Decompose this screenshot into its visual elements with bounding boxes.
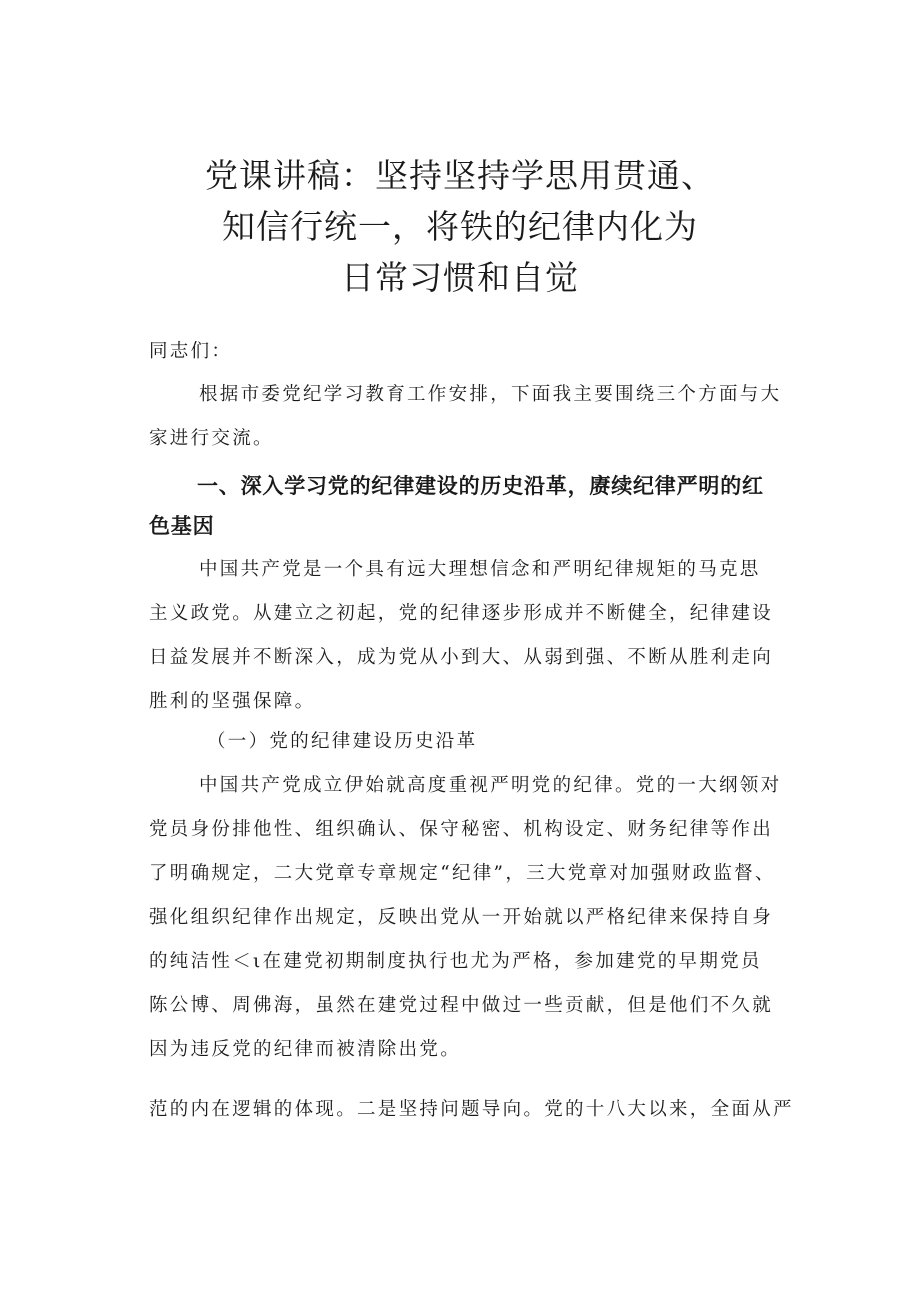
section-1-heading (149, 466, 819, 546)
subsection-1-para-line-4: 强化组织纪律作出规定，反映出党从一开始就以严格纪律来保持自身 (149, 907, 774, 928)
subsection-1-para-line-3: 了明确规定，二大党章专章规定“纪律”，三大党章对加强财政监督、 (149, 863, 776, 884)
section-1-para-line-3: 日益发展并不断深入，成为党从小到大、从弱到强、不断从胜利走向 (149, 647, 774, 668)
document-title (120, 150, 800, 303)
intro-line-1: 根据市委党纪学习教育工作安排，下面我主要围绕三个方面与大 (199, 384, 782, 405)
subsection-1-para-line-2: 党员身份排他性、组织确认、保守秘密、机构设定、财务纪律等作出 (149, 819, 774, 840)
subsection-1-para-line-6: 陈公博、周佛海，虽然在建党过程中做过一些贡献，但是他们不久就 (149, 995, 774, 1016)
section-1-paragraph (149, 548, 809, 724)
subsection-1-heading (149, 720, 809, 764)
section-1-para-line-4: 胜利的坚强保障。 (149, 691, 316, 712)
subsection-1-heading-text: （一）党的纪律建设历史沿革 (207, 731, 478, 752)
subsection-1-para-line-5: 的纯洁性＜ι在建党初期制度执行也尤为严格，参加建党的早期党员 (149, 951, 762, 972)
salutation (149, 330, 809, 374)
section-1-heading-line-1: 一、深入学习党的纪律建设的历史沿革，赓续纪律严明的红 (197, 474, 764, 498)
fragment-paragraph (149, 1088, 809, 1132)
subsection-1-para-line-7: 因为违反党的纪律而被清除出党。 (149, 1039, 462, 1060)
subsection-1-para-line-1: 中国共产党成立伊始就高度重视严明党的纪律。党的一大纲领对 (199, 775, 782, 796)
subsection-1-paragraph (149, 764, 809, 1072)
intro-paragraph (149, 373, 809, 461)
title-line-1: 党课讲稿：坚持坚持学思用贯通、 (205, 156, 715, 195)
section-1-heading-line-2: 色基因 (149, 514, 215, 538)
title-line-2: 知信行统一，将铁的纪律内化为 (222, 207, 698, 246)
salutation-text: 同志们： (149, 341, 233, 362)
fragment-line: 范的内在逻辑的体现。二是坚持问题导向。党的十八大以来，全面从严 (149, 1099, 794, 1120)
title-line-3: 日常习惯和自觉 (341, 258, 579, 297)
section-1-para-line-2: 主义政党。从建立之初起，党的纪律逐步形成并不断健全，纪律建设 (149, 603, 774, 624)
section-1-para-line-1: 中国共产党是一个具有远大理想信念和严明纪律规矩的马克思 (199, 559, 761, 580)
intro-line-2: 家进行交流。 (149, 428, 274, 449)
